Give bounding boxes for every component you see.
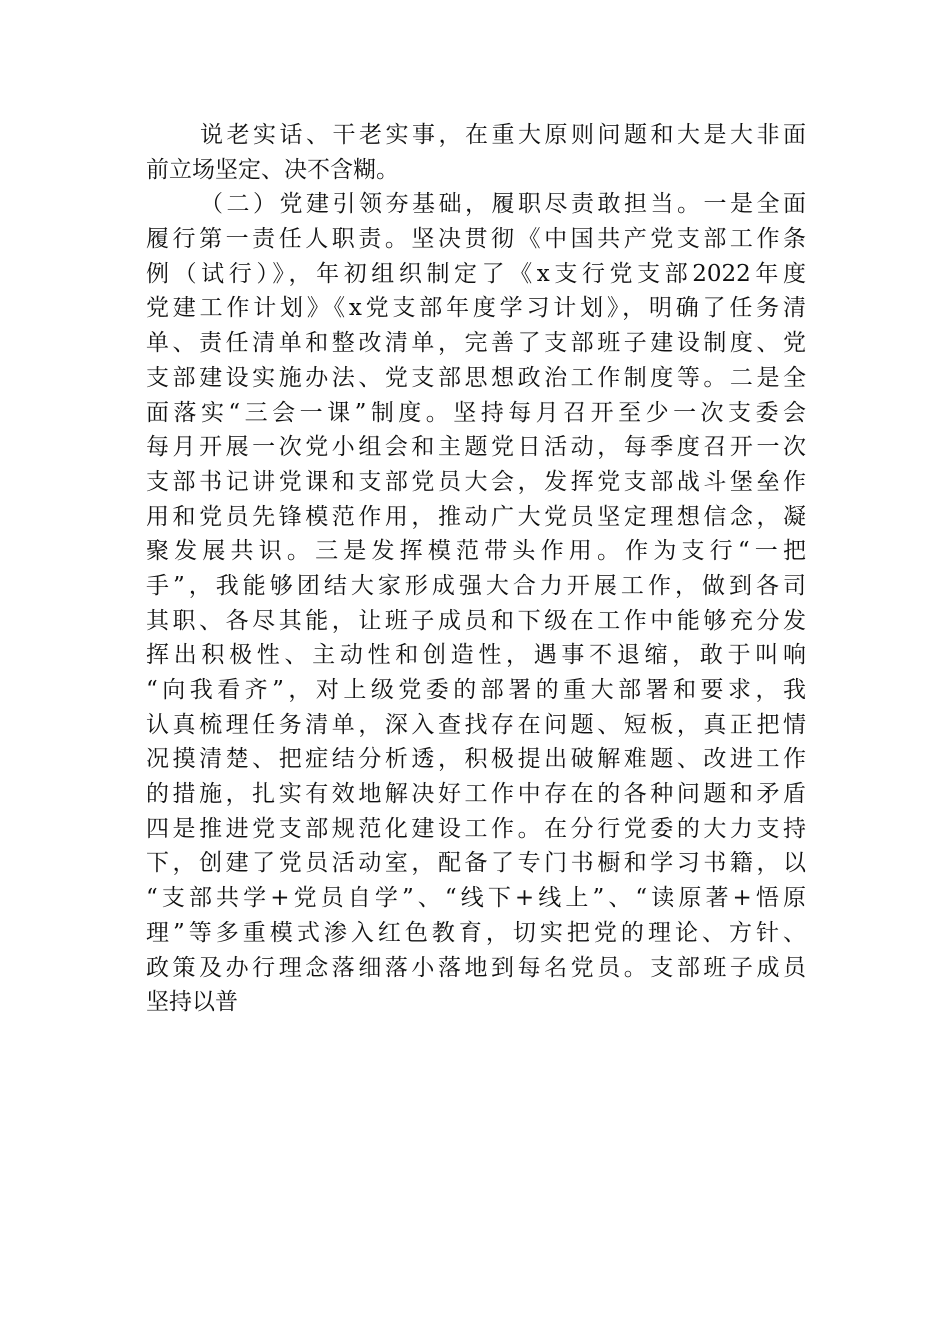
text-line: 理”等多重模式渗入红色教育，切实把党的理论、方针、 <box>146 919 806 946</box>
text-line: 聚发展共识。三是发挥模范带头作用。作为支行“一把 <box>146 538 806 565</box>
body-text <box>146 118 806 1020</box>
text-line: 每月开展一次党小组会和主题党日活动，每季度召开一次 <box>146 434 806 461</box>
text-line: 挥出积极性、主动性和创造性，遇事不退缩，敢于叫响 <box>146 642 806 669</box>
text-line: （二）党建引领夯基础，履职尽责敢担当。一是全面 <box>200 191 806 218</box>
text-line: 党建工作计划》《x党支部年度学习计划》，明确了任务清 <box>146 295 806 322</box>
text-line: 坚持以普 <box>146 989 238 1016</box>
text-line: 认真梳理任务清单，深入查找存在问题、短板，真正把情 <box>146 711 806 738</box>
text-line: 例（试行）》，年初组织制定了《x支行党支部2022年度 <box>146 260 806 287</box>
text-line: 前立场坚定、决不含糊。 <box>146 156 399 183</box>
text-line: 况摸清楚、把症结分析透，积极提出破解难题、改进工作 <box>146 746 806 773</box>
text-line: 的措施，扎实有效地解决好工作中存在的各种问题和矛盾 <box>146 781 806 808</box>
text-line: 其职、各尽其能，让班子成员和下级在工作中能够充分发 <box>146 607 806 634</box>
text-line: 四是推进党支部规范化建设工作。在分行党委的大力支持 <box>146 815 806 842</box>
text-line: 面落实“三会一课”制度。坚持每月召开至少一次支委会 <box>146 399 806 426</box>
text-line: 用和党员先锋模范作用，推动广大党员坚定理想信念，凝 <box>146 503 806 530</box>
text-line: “向我看齐”，对上级党委的部署的重大部署和要求，我 <box>146 677 806 703</box>
text-line: 支部建设实施办法、党支部思想政治工作制度等。二是全 <box>146 364 806 391</box>
text-line: 下，创建了党员活动室，配备了专门书橱和学习书籍，以 <box>146 850 806 877</box>
text-line: 手”，我能够团结大家形成强大合力开展工作，做到各司 <box>146 572 806 599</box>
text-line: 说老实话、干老实事，在重大原则问题和大是大非面 <box>200 122 806 148</box>
text-line: 支部书记讲党课和支部党员大会，发挥党支部战斗堡垒作 <box>146 468 806 495</box>
text-line: 单、责任清单和整改清单，完善了支部班子建设制度、党 <box>146 330 806 357</box>
text-line: 政策及办行理念落细落小落地到每名党员。支部班子成员 <box>146 954 806 981</box>
text-line: 履行第一责任人职责。坚决贯彻《中国共产党支部工作条 <box>146 226 806 253</box>
text-line: “支部共学+党员自学”、“线下+线上”、“读原著+悟原 <box>146 885 806 912</box>
